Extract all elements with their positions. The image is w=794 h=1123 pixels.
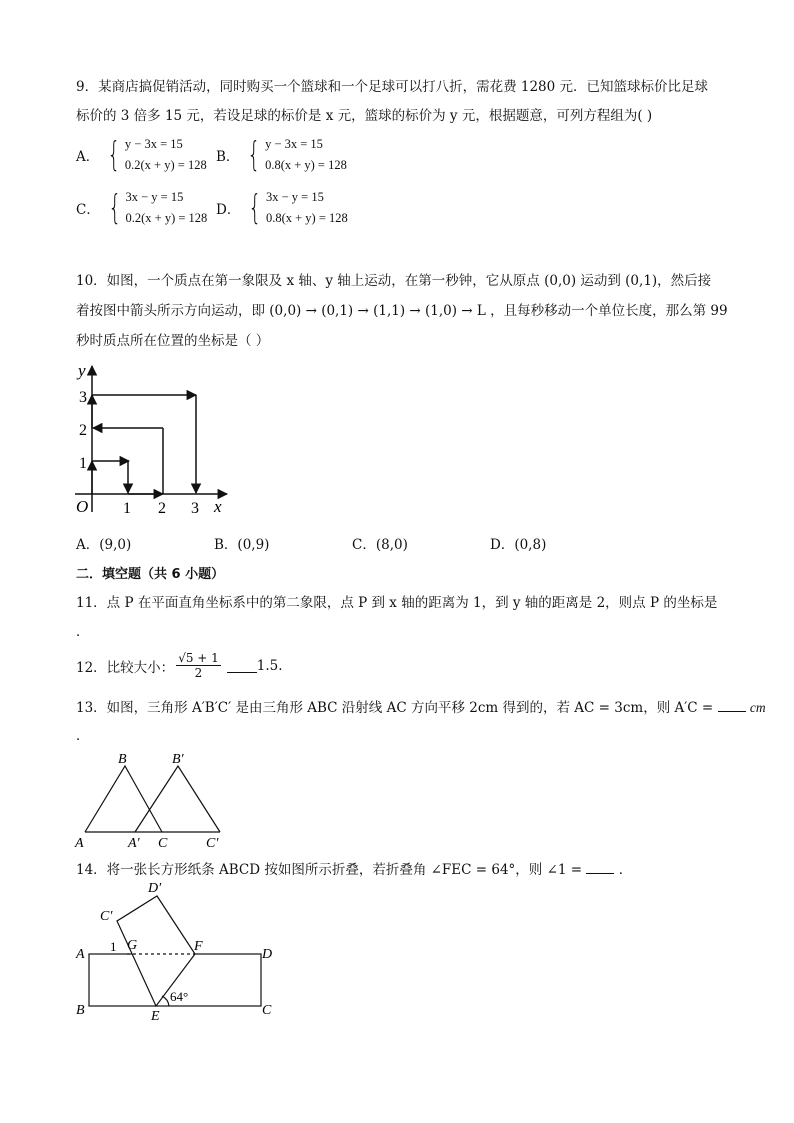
option-value: (0,9) xyxy=(237,537,270,553)
option-value: (9,0) xyxy=(99,537,132,553)
q9-option-c[interactable] xyxy=(76,187,207,229)
angle-label: 64° xyxy=(170,989,189,1004)
q10-option-d[interactable] xyxy=(490,533,546,553)
triangle-abc xyxy=(85,766,162,832)
q12-prefix: 12．比较大小： xyxy=(76,659,175,676)
x-axis-label: x xyxy=(214,497,222,516)
point-label: B′ xyxy=(172,752,184,767)
q12 xyxy=(76,651,283,680)
q14-line1 xyxy=(76,858,632,878)
numerator: √5 + 1 xyxy=(178,651,219,665)
angle-label: 1 xyxy=(110,939,117,954)
q13-translation-figure xyxy=(72,746,232,856)
unit-label: cm xyxy=(749,700,766,715)
q9-line1: 9．某商店搞促销活动，同时购买一个篮球和一个足球可以打八折，需花费 1280 元．已知篮球标价比足球 xyxy=(76,79,709,95)
y-tick-label: 1 xyxy=(79,455,87,472)
q14-folding-figure xyxy=(72,878,282,1026)
equation: y − 3x = 15 xyxy=(265,137,323,151)
option-label: B． xyxy=(216,149,240,165)
q10-line1: 10．如图，一个质点在第一象限及 x 轴、y 轴上运动，在第一秒钟，它从原点 (0,0) 运动到 (0,1)，然后接 xyxy=(76,273,712,289)
q10-line2: 着按图中箭头所示方向运动，即 (0,0) → (0,1) → (1,1) → (1,0) → L ，且每秒移动一个单位长度，那么第 99 xyxy=(76,303,728,319)
y-axis-label: y xyxy=(78,361,86,380)
point-label: A′ xyxy=(128,836,140,851)
q11-line1: 11．点 P 在平面直角坐标系中的第二象限，点 P 到 x 轴的距离为 1，到 y 轴的距离是 2，则点 P 的坐标是 xyxy=(76,595,718,611)
x-tick-label: 2 xyxy=(158,500,166,517)
point-label: B xyxy=(76,1003,85,1018)
section-title: 二．填空题（共 6 小题） xyxy=(76,567,225,582)
option-label: D． xyxy=(216,202,241,218)
option-value: (0,8) xyxy=(514,537,547,553)
q9-option-d[interactable] xyxy=(216,187,348,229)
q14-text: 14．将一张长方形纸条 ABCD 按如图所示折叠，若折叠角 ∠FEC = 64°，则 ∠1 = xyxy=(76,862,583,878)
equation: 0.2(x + y) = 128 xyxy=(124,158,207,172)
answer-blank[interactable] xyxy=(718,699,746,712)
q10-option-c[interactable] xyxy=(352,533,408,553)
point-label: C′ xyxy=(206,836,219,851)
equation: 3x − y = 15 xyxy=(265,190,324,204)
point-label: A xyxy=(75,836,84,851)
point-label: C′ xyxy=(100,909,113,924)
option-label: C． xyxy=(352,537,376,553)
origin-label: O xyxy=(76,497,89,516)
q11-line2: ． xyxy=(76,624,90,640)
fraction xyxy=(176,651,221,680)
point-label: D xyxy=(262,947,273,962)
point-label: E xyxy=(151,1009,160,1024)
y-tick-label: 2 xyxy=(79,422,87,439)
q12-suffix: 1.5. xyxy=(256,657,283,674)
point-label: C xyxy=(158,836,168,851)
brace-icon: { xyxy=(108,188,122,228)
answer-blank[interactable] xyxy=(586,861,614,874)
q9-line2: 标价的 3 倍多 15 元，若设足球的标价是 x 元，篮球的标价为 y 元，根据题意，可列方程组为( ) xyxy=(76,108,653,124)
brace-icon: { xyxy=(247,135,261,175)
equation: 3x − y = 15 xyxy=(125,190,184,204)
q9-option-a[interactable] xyxy=(76,134,207,176)
x-tick-label: 3 xyxy=(191,500,199,517)
triangle-a1b1c1 xyxy=(135,766,220,832)
point-label: B xyxy=(118,752,127,767)
option-label: D． xyxy=(490,537,515,553)
q10-option-b[interactable] xyxy=(214,533,269,553)
option-label: A． xyxy=(76,149,100,165)
equation: 0.2(x + y) = 128 xyxy=(125,211,208,225)
q13-text: 13．如图，三角形 A′B′C′ 是由三角形 ABC 沿射线 AC 方向平移 2cm 得到的，若 AC = 3cm，则 A′C = xyxy=(76,700,714,716)
q9-option-b[interactable] xyxy=(216,134,347,176)
equation: 0.8(x + y) = 128 xyxy=(265,211,348,225)
equation: y − 3x = 15 xyxy=(124,137,183,151)
q14-end: ． xyxy=(618,862,633,878)
option-value: (8,0) xyxy=(375,537,408,553)
q10-motion-graph xyxy=(72,360,237,520)
brace-icon: { xyxy=(248,188,262,228)
point-label: C xyxy=(262,1003,272,1018)
q13-line2: ． xyxy=(76,728,90,744)
x-tick-label: 1 xyxy=(123,500,131,517)
answer-blank[interactable] xyxy=(227,658,257,673)
q10-option-a[interactable] xyxy=(76,533,131,553)
point-label: G xyxy=(127,938,138,953)
option-label: B． xyxy=(214,537,238,553)
point-label: D′ xyxy=(148,881,162,896)
equation: 0.8(x + y) = 128 xyxy=(265,158,347,172)
q10-line3: 秒时质点所在位置的坐标是（ ） xyxy=(76,333,270,349)
point-label: F xyxy=(194,939,203,954)
q13-line1 xyxy=(76,696,766,716)
option-label: A． xyxy=(76,537,100,553)
brace-icon: { xyxy=(107,135,121,175)
motion-path xyxy=(92,395,196,494)
point-label: A xyxy=(76,947,85,962)
option-label: C． xyxy=(76,202,100,218)
denominator: 2 xyxy=(194,666,203,680)
y-tick-label: 3 xyxy=(79,389,87,406)
